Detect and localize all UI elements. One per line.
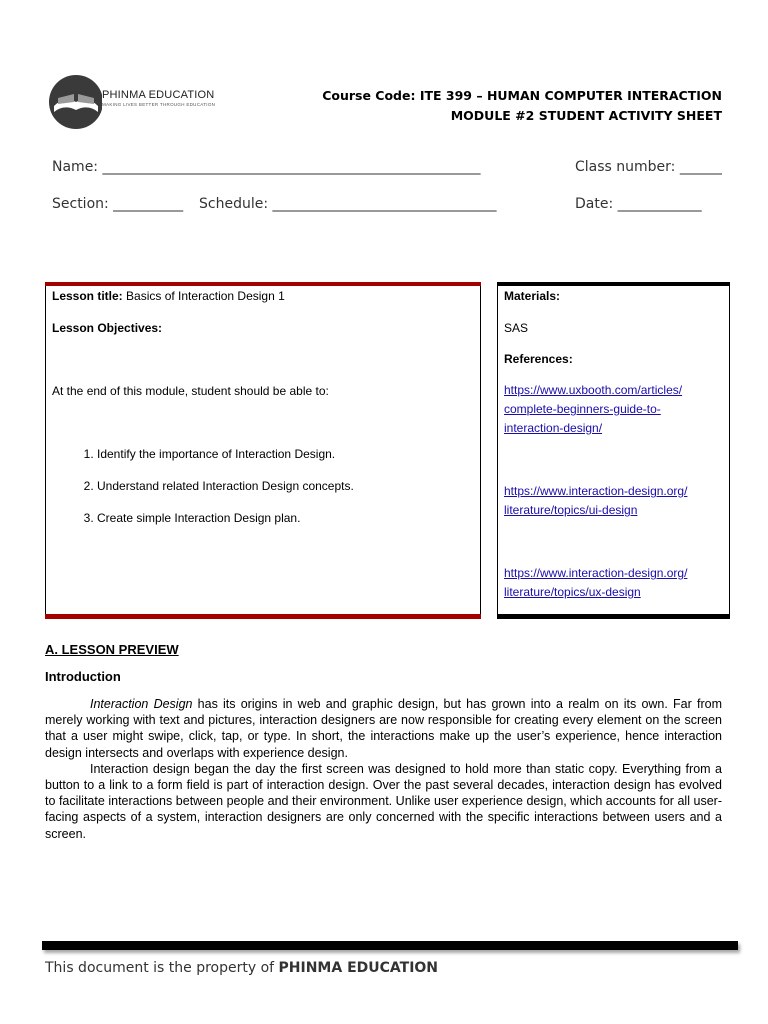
lesson-title xyxy=(52,288,285,304)
date-field[interactable]: Date: ____________ xyxy=(575,196,702,212)
section-field[interactable]: Section: __________ xyxy=(52,196,184,212)
footer-ownership xyxy=(45,960,438,976)
reference-link-line[interactable]: complete-beginners-guide-to- xyxy=(504,402,661,416)
materials-box-top-border xyxy=(497,282,730,286)
footer-owner: PHINMA EDUCATION xyxy=(278,960,439,976)
paragraph-1 xyxy=(45,696,722,761)
materials-label: Materials: xyxy=(504,289,561,303)
lesson-box-bottom-border xyxy=(45,614,481,619)
objective-item: 3. Create simple Interaction Design plan. xyxy=(97,510,472,542)
paragraph-1-text: has its origins in web and graphic design, but has grown into a realm on its own. Far from merely working with text and pictures, interaction designers are now responsible for creating every element on the screen that a user might swipe, click, tap, or type. In short, the interactions make up the user’s experience, hence interaction design intersects and overlaps with experience design. xyxy=(45,697,722,760)
objectives-intro: At the end of this module, student should be able to: xyxy=(52,384,329,398)
reference-link-line[interactable]: https://www.uxbooth.com/articles/ xyxy=(504,383,683,397)
reference-link-uxbooth[interactable] xyxy=(504,381,682,438)
course-code: Course Code: ITE 399 – HUMAN COMPUTER INTERACTION xyxy=(322,88,722,103)
org-tagline: MAKING LIVES BETTER THROUGH EDUCATION xyxy=(102,102,216,107)
class-number-field[interactable]: Class number: ______ xyxy=(575,159,722,175)
reference-link-line[interactable]: literature/topics/ui-design xyxy=(504,503,638,517)
reference-link-ui-design[interactable] xyxy=(504,482,687,520)
org-name: PHINMA EDUCATION xyxy=(102,89,215,101)
objective-item: 1. Identify the importance of Interaction Design. xyxy=(97,446,472,478)
objectives-list xyxy=(52,446,472,542)
reference-link-ux-design[interactable] xyxy=(504,564,687,602)
references-label: References: xyxy=(504,352,573,366)
schedule-field[interactable]: Schedule: ________________________________ xyxy=(199,196,497,212)
lesson-title-value: Basics of Interaction Design 1 xyxy=(126,289,285,303)
module-title: MODULE #2 STUDENT ACTIVITY SHEET xyxy=(450,108,722,123)
paragraph-2: Interaction design began the day the first screen was designed to hold more than static copy. Everything from a button to a link to a form field is part of interaction design. Over the past several decades, interaction design has evolved to facilitate interactions between people and their environment. Unlike user experience design, which accounts for all user-facing aspects of a system, interaction designers are only concerned with the specific interactions between users and a screen. xyxy=(45,761,722,841)
lesson-box-top-border xyxy=(45,282,481,286)
reference-link-line[interactable]: literature/topics/ux-design xyxy=(504,585,641,599)
reference-link-line[interactable]: https://www.interaction-design.org/ xyxy=(504,484,688,498)
name-field[interactable]: Name: ______________________________________________________ xyxy=(52,159,481,175)
footer-divider xyxy=(42,941,738,950)
introduction-heading: Introduction xyxy=(45,669,121,684)
objective-item: 2. Understand related Interaction Design concepts. xyxy=(97,478,472,510)
materials-box-bottom-border xyxy=(497,614,730,619)
lesson-preview-heading: A. LESSON PREVIEW xyxy=(45,642,179,657)
lesson-title-label: Lesson title: xyxy=(52,289,123,303)
interaction-design-term: Interaction Design xyxy=(90,697,193,711)
introduction-body xyxy=(45,696,722,842)
footer-prefix: This document is the property of xyxy=(45,960,279,976)
course-header xyxy=(322,86,722,126)
reference-link-line[interactable]: https://www.interaction-design.org/ xyxy=(504,566,688,580)
objectives-label: Lesson Objectives: xyxy=(52,321,163,335)
table-gap-column xyxy=(481,282,498,618)
materials-value: SAS xyxy=(504,321,529,335)
reference-link-line[interactable]: interaction-design/ xyxy=(504,421,603,435)
phinma-logo-mark xyxy=(46,72,102,132)
